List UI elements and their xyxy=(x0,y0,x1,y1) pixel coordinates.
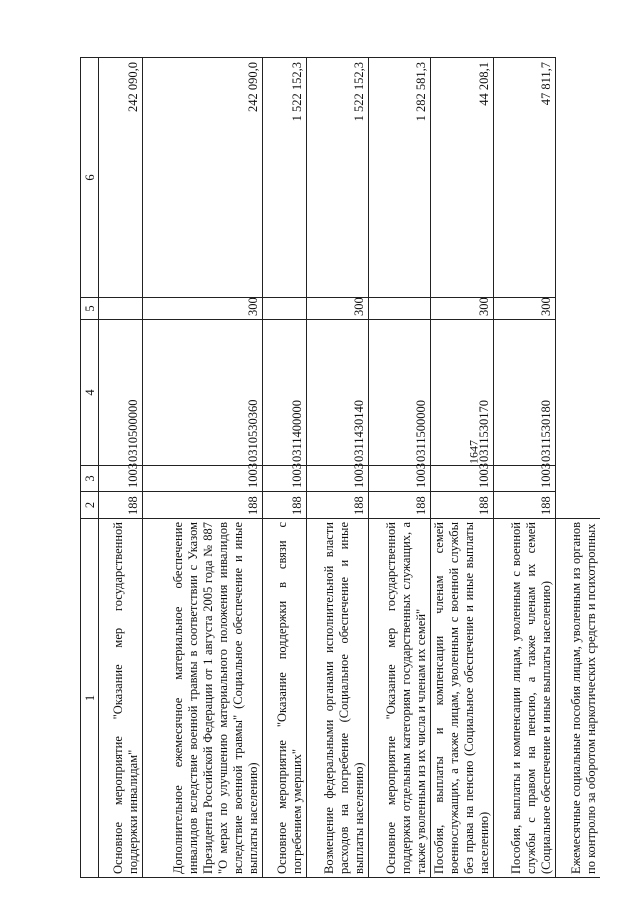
table-row xyxy=(307,58,369,878)
header-col-1: 1 xyxy=(81,519,99,878)
row-amount: 242 090,0 xyxy=(99,58,143,298)
row-ministry-code: 188 xyxy=(263,492,307,519)
row-expense-type xyxy=(99,298,143,320)
row-amount: 47 811,7 xyxy=(494,58,556,298)
row-ministry-code xyxy=(556,492,600,519)
row-expense-type: 300 xyxy=(494,298,556,320)
row-expense-type: 300 xyxy=(431,298,494,320)
table-row xyxy=(369,58,431,878)
row-expense-type: 300 xyxy=(307,298,369,320)
row-section-code: 1003 xyxy=(369,466,431,492)
table-row xyxy=(556,58,600,878)
row-amount: 242 090,0 xyxy=(143,58,263,298)
table-row xyxy=(263,58,307,878)
row-ministry-code: 188 xyxy=(143,492,263,519)
row-amount xyxy=(556,58,600,298)
header-col-4: 4 xyxy=(81,320,99,466)
row-amount: 1 522 152,3 xyxy=(263,58,307,298)
row-ministry-code: 188 xyxy=(431,492,494,519)
row-name: Основное мероприятие "Оказание мер государственной поддержки отдельным категориям государственных служащих, а также уволенным из их числа и членам их семей" xyxy=(369,519,431,878)
row-section-code: 1003 xyxy=(431,466,494,492)
row-section-code: 1003 xyxy=(99,466,143,492)
row-expense-type xyxy=(556,298,600,320)
row-name: Пособия, выплаты и компенсации членам семей военнослужащих, а также лицам, уволенным с военной службы без права на пенсию (Социальное обеспечение и иные выплаты населению) xyxy=(431,519,494,878)
table-row xyxy=(431,58,494,878)
row-section-code: 1003 xyxy=(263,466,307,492)
row-amount: 1 282 581,3 xyxy=(369,58,431,298)
row-target-code: 0311530170 xyxy=(431,320,494,466)
table-header-row xyxy=(81,58,99,878)
table-row xyxy=(143,58,263,878)
row-section-code xyxy=(556,466,600,492)
row-amount: 1 522 152,3 xyxy=(307,58,369,298)
row-target-code: 0311530180 xyxy=(494,320,556,466)
row-name: Возмещение федеральными органами исполнительной власти расходов на погребение (Социальное обеспечение и иные выплаты населению) xyxy=(307,519,369,878)
row-ministry-code: 188 xyxy=(494,492,556,519)
row-target-code: 0310530360 xyxy=(143,320,263,466)
row-section-code: 1003 xyxy=(494,466,556,492)
row-section-code: 1003 xyxy=(307,466,369,492)
budget-table xyxy=(80,57,600,878)
row-name: Пособия, выплаты и компенсации лицам, уволенным с военной службы с правом на пенсию, а также членам их семей (Социальное обеспечение и иные выплаты населению) xyxy=(494,519,556,878)
row-target-code xyxy=(556,320,600,466)
row-section-code: 1003 xyxy=(143,466,263,492)
row-target-code: 0311500000 xyxy=(369,320,431,466)
row-name: Основное мероприятие "Оказание мер государственной поддержки инвалидам" xyxy=(99,519,143,878)
row-ministry-code: 188 xyxy=(369,492,431,519)
table-row xyxy=(99,58,143,878)
row-ministry-code: 188 xyxy=(307,492,369,519)
row-target-code: 0311430140 xyxy=(307,320,369,466)
header-col-5: 5 xyxy=(81,298,99,320)
header-col-3: 3 xyxy=(81,466,99,492)
budget-table-container xyxy=(80,58,598,878)
row-expense-type xyxy=(369,298,431,320)
page-number: 1647 xyxy=(466,440,481,464)
header-col-6: 6 xyxy=(81,58,99,298)
row-name: Ежемесячные социальные пособия лицам, уволенным из органов по контролю за оборотом наркотических средств и психотропных xyxy=(556,519,600,878)
row-ministry-code: 188 xyxy=(99,492,143,519)
row-name: Основное мероприятие "Оказание поддержки в связи с погребением умерших" xyxy=(263,519,307,878)
table-row xyxy=(494,58,556,878)
row-target-code: 0311400000 xyxy=(263,320,307,466)
row-name: Дополнительное ежемесячное материальное обеспечение инвалидов вследствие военной травмы в соответствии с Указом Президента Российской Федерации от 1 августа 2005 года № 887 "О мерах по улучшению материального положения инвалидов вследствие военной травмы" (Социальное обеспечение и иные выплаты населению) xyxy=(143,519,263,878)
row-amount: 44 208,1 xyxy=(431,58,494,298)
header-col-2: 2 xyxy=(81,492,99,519)
row-target-code: 0310500000 xyxy=(99,320,143,466)
row-expense-type: 300 xyxy=(143,298,263,320)
row-expense-type xyxy=(263,298,307,320)
